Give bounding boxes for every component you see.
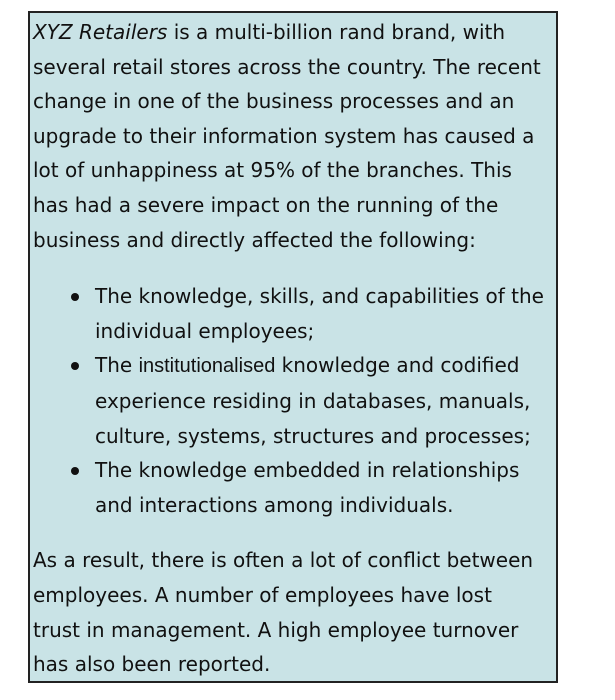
bullet-2-line-3: culture, systems, structures and processes; — [95, 423, 531, 448]
outro-paragraph — [33, 543, 556, 681]
intro-line-6: has had a severe impact on the running of the — [33, 192, 499, 217]
bullet-2-line-1b: institutionalised — [138, 355, 276, 378]
bullet-2-line-1c: knowledge and codified — [275, 353, 520, 378]
bullet-list — [33, 279, 556, 522]
bullet-1-line-1: The knowledge, skills, and capabilities of the — [95, 284, 544, 309]
intro-line-2: several retail stores across the country. The recent — [33, 54, 541, 79]
outro-line-2: employees. A number of employees have lost — [33, 582, 492, 607]
case-study-box — [28, 11, 558, 683]
bullet-item-institutional — [95, 348, 556, 453]
bullet-1-line-2: individual employees; — [95, 318, 315, 343]
intro-line-1: is a multi-billion rand brand, with — [167, 20, 506, 44]
outro-line-1: As a result, there is often a lot of conflict between — [33, 548, 534, 573]
bullet-3-line-2: and interactions among individuals. — [95, 492, 454, 517]
bullet-item-individual — [95, 279, 556, 348]
intro-line-4: upgrade to their information system has caused a — [33, 123, 535, 148]
bullet-2-line-2: experience residing in databases, manuals, — [95, 388, 531, 413]
bullet-2-line-1a: The — [95, 353, 139, 378]
intro-line-5: lot of unhappiness at 95% of the branches. This — [33, 158, 512, 183]
outro-line-3: trust in management. A high employee turnover — [33, 617, 519, 642]
intro-line-7: business and directly affected the following: — [33, 227, 476, 252]
bullet-dot-icon — [71, 467, 79, 475]
bullet-item-relational — [95, 453, 556, 522]
bullet-dot-icon — [71, 293, 79, 301]
bullet-3-line-1: The knowledge embedded in relationships — [95, 458, 520, 483]
brand-name: XYZ Retailers — [33, 20, 168, 44]
intro-paragraph — [33, 15, 556, 257]
bullet-dot-icon — [71, 362, 79, 370]
outro-line-4: has also been reported. — [33, 652, 271, 677]
intro-line-3: change in one of the business processes and an — [33, 89, 515, 114]
